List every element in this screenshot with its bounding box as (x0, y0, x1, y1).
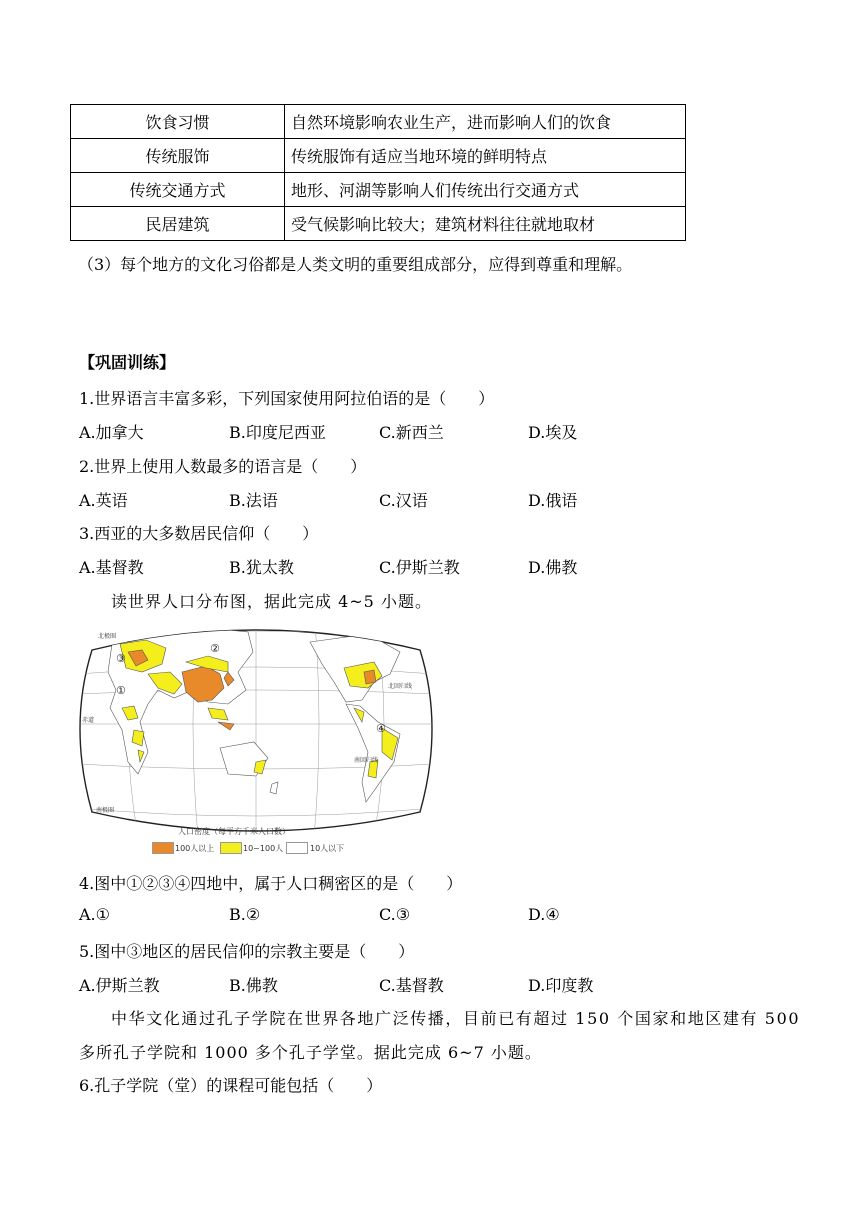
legend-label-high: 100人以上 (175, 844, 215, 853)
q4-option-a: A.① (79, 905, 110, 924)
table-row (71, 105, 686, 139)
intro-6-7-line-1: 中华文化通过孔子学院在世界各地广泛传播，目前已有超过 150 个国家和地区建有 500 (111, 1009, 801, 1028)
q4-option-d: D.④ (528, 905, 560, 924)
legend-swatch-mid (220, 842, 242, 854)
legend-title: 人口密度（每平方千米人口数） (178, 827, 290, 836)
note-3: （3）每个地方的文化习俗都是人类文明的重要组成部分，应得到尊重和理解。 (78, 255, 633, 274)
q5-option-c: C.基督教 (379, 976, 444, 995)
legend-swatch-low (286, 842, 308, 854)
table-cell-topic: 饮食习惯 (71, 105, 285, 139)
map-marker-3: ③ (116, 652, 126, 665)
label-north-polar: 北极圈 (98, 633, 117, 640)
world-population-map (78, 612, 434, 837)
label-south-polar: 南极圈 (96, 807, 115, 814)
section-title: 【巩固训练】 (79, 353, 176, 372)
question-4-stem: 4.图中①②③④四地中，属于人口稠密区的是（ ） (79, 874, 463, 893)
q5-option-b: B.佛教 (229, 976, 278, 995)
legend-label-mid: 10~100人 (243, 844, 284, 853)
table-cell-topic: 传统交通方式 (71, 173, 285, 207)
label-equator: 赤道 (82, 717, 95, 724)
q2-option-a: A.英语 (79, 491, 128, 510)
q1-option-c: C.新西兰 (379, 423, 444, 442)
intro-4-5: 读世界人口分布图，据此完成 4~5 小题。 (111, 592, 432, 611)
legend-label-low: 10人以下 (310, 844, 345, 853)
question-3-stem: 3.西亚的大多数居民信仰（ ） (79, 524, 319, 543)
q2-option-d: D.俄语 (528, 491, 578, 510)
table-cell-desc: 自然环境影响农业生产，进而影响人们的饮食 (285, 105, 686, 139)
legend-swatch-high (152, 842, 174, 854)
q3-option-a: A.基督教 (79, 558, 144, 577)
map-legend (150, 826, 380, 858)
culture-table (70, 104, 686, 241)
q2-option-b: B.法语 (229, 491, 278, 510)
table-row (71, 207, 686, 241)
table-row (71, 139, 686, 173)
q3-option-c: C.伊斯兰教 (379, 558, 460, 577)
q4-option-c: C.③ (379, 905, 411, 924)
q5-option-d: D.印度教 (528, 976, 594, 995)
table-cell-desc: 受气候影响比较大；建筑材料往往就地取材 (285, 207, 686, 241)
q1-option-a: A.加拿大 (79, 423, 144, 442)
question-2-stem: 2.世界上使用人数最多的语言是（ ） (79, 457, 367, 476)
q2-option-c: C.汉语 (379, 491, 428, 510)
q3-option-b: B.犹太教 (229, 558, 294, 577)
q1-option-d: D.埃及 (528, 423, 578, 442)
q1-option-b: B.印度尼西亚 (229, 423, 326, 442)
table-cell-desc: 传统服饰有适应当地环境的鲜明特点 (285, 139, 686, 173)
intro-6-7-line-2: 多所孔子学院和 1000 多个孔子学堂。据此完成 6~7 小题。 (79, 1043, 542, 1062)
table-cell-topic: 民居建筑 (71, 207, 285, 241)
q4-option-b: B.② (229, 905, 261, 924)
question-1-stem: 1.世界语言丰富多彩，下列国家使用阿拉伯语的是（ ） (79, 389, 495, 408)
table-row (71, 173, 686, 207)
table-cell-desc: 地形、河湖等影响人们传统出行交通方式 (285, 173, 686, 207)
q5-option-a: A.伊斯兰教 (79, 976, 160, 995)
map-marker-2: ② (210, 642, 220, 655)
question-5-stem: 5.图中③地区的居民信仰的宗教主要是（ ） (79, 942, 415, 961)
question-6-stem: 6.孔子学院（堂）的课程可能包括（ ） (79, 1076, 383, 1095)
label-tropic-capricorn: 南回归线 (354, 757, 379, 764)
q3-option-d: D.佛教 (528, 558, 578, 577)
label-tropic-cancer: 北回归线 (388, 683, 413, 690)
map-marker-1: ① (116, 684, 126, 697)
map-marker-4: ④ (376, 722, 386, 735)
table-cell-topic: 传统服饰 (71, 139, 285, 173)
